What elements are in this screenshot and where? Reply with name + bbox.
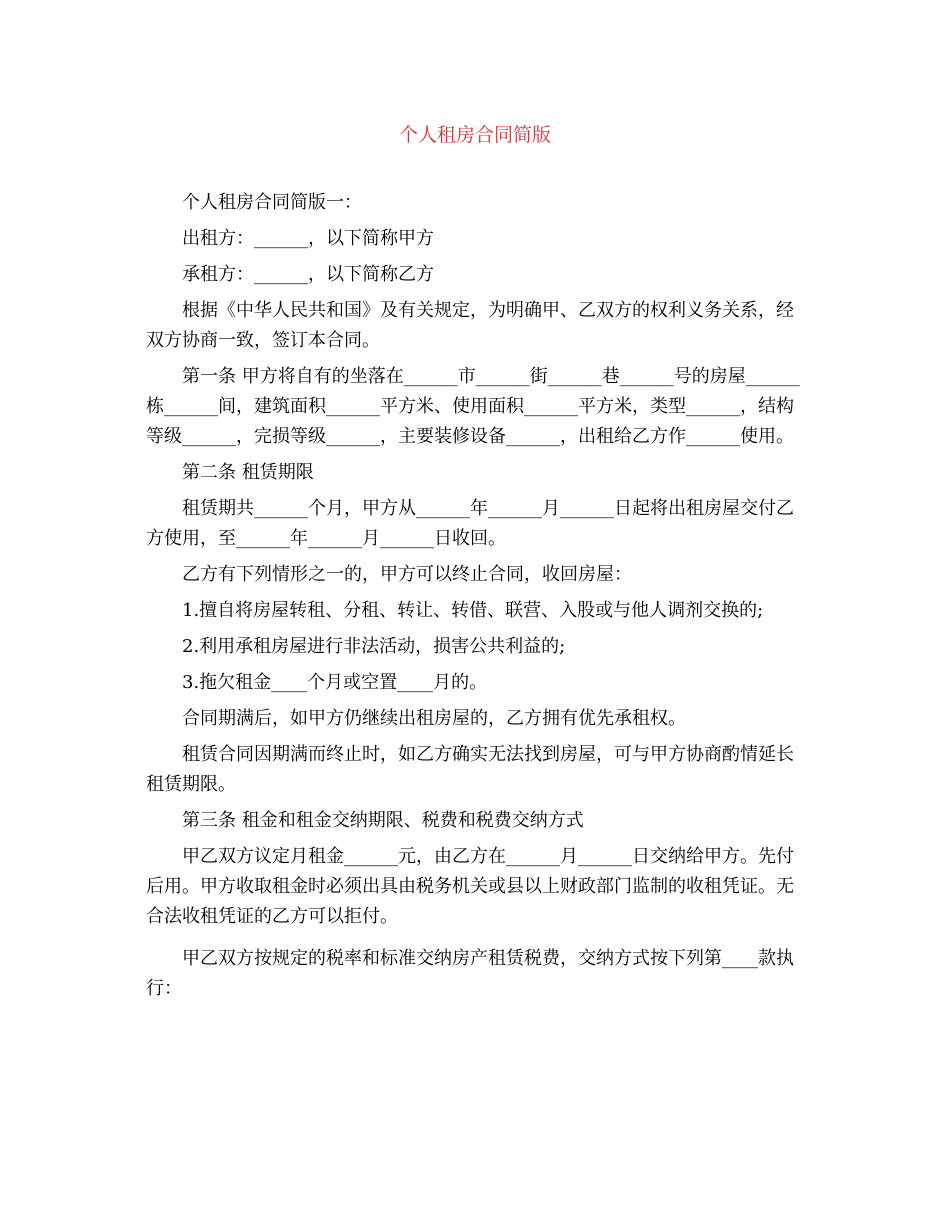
paragraph-article-3-heading: 第三条 租金和租金交纳期限、税费和税费交纳方式 xyxy=(182,810,584,831)
document-title: 个人租房合同简版 xyxy=(398,124,551,146)
paragraph-tax-payment: 甲乙双方按规定的税率和标准交纳房产租赁税费，交纳方式按下列第____款执行： xyxy=(146,948,794,999)
paragraph-extension: 租赁合同因期满而终止时，如乙方确实无法找到房屋，可与甲方协商酌情延长租赁期限。 xyxy=(146,744,794,795)
paragraph-condition-1: 1.擅自将房屋转租、分租、转让、转借、联营、入股或与他人调剂交换的; xyxy=(182,600,764,621)
paragraph-lease-term: 租赁期共______个月，甲方从______年______月______日起将出租房屋交付乙方使用，至______年______月______日收回。 xyxy=(146,498,794,549)
paragraph-condition-3: 3.拖欠租金____个月或空置____月的。 xyxy=(182,672,488,693)
document-body xyxy=(146,188,806,1010)
paragraph-termination-conditions: 乙方有下列情形之一的，甲方可以终止合同，收回房屋： xyxy=(182,564,632,585)
paragraph-lessee: 承租方：______，以下简称乙方 xyxy=(182,264,434,285)
paragraph-lessor: 出租方：______，以下简称甲方 xyxy=(182,228,434,249)
paragraph-renewal-priority: 合同期满后，如甲方仍继续出租房屋的，乙方拥有优先承租权。 xyxy=(182,708,686,729)
paragraph-preamble: 根据《中华人民共和国》及有关规定，为明确甲、乙双方的权利义务关系，经双方协商一致，签订本合同。 xyxy=(146,300,794,351)
paragraph-rent-payment: 甲乙双方议定月租金______元，由乙方在______月______日交纳给甲方。先付后用。甲方收取租金时必须出具由税务机关或县以上财政部门监制的收租凭证。无合法收租凭证的乙方可以拒付。 xyxy=(146,846,794,927)
paragraph-intro: 个人租房合同简版一： xyxy=(182,192,362,213)
paragraph-article-1: 第一条 甲方将自有的坐落在______市______街______巷______号的房屋______栋______间，建筑面积______平方米、使用面积______平方米，类型______，结构等级______，完损等级______，主要装修设备______，出租给乙方作______使用。 xyxy=(146,366,800,447)
paragraph-article-2-heading: 第二条 租赁期限 xyxy=(182,462,314,483)
paragraph-condition-2: 2.利用承租房屋进行非法活动，损害公共利益的; xyxy=(182,636,566,657)
